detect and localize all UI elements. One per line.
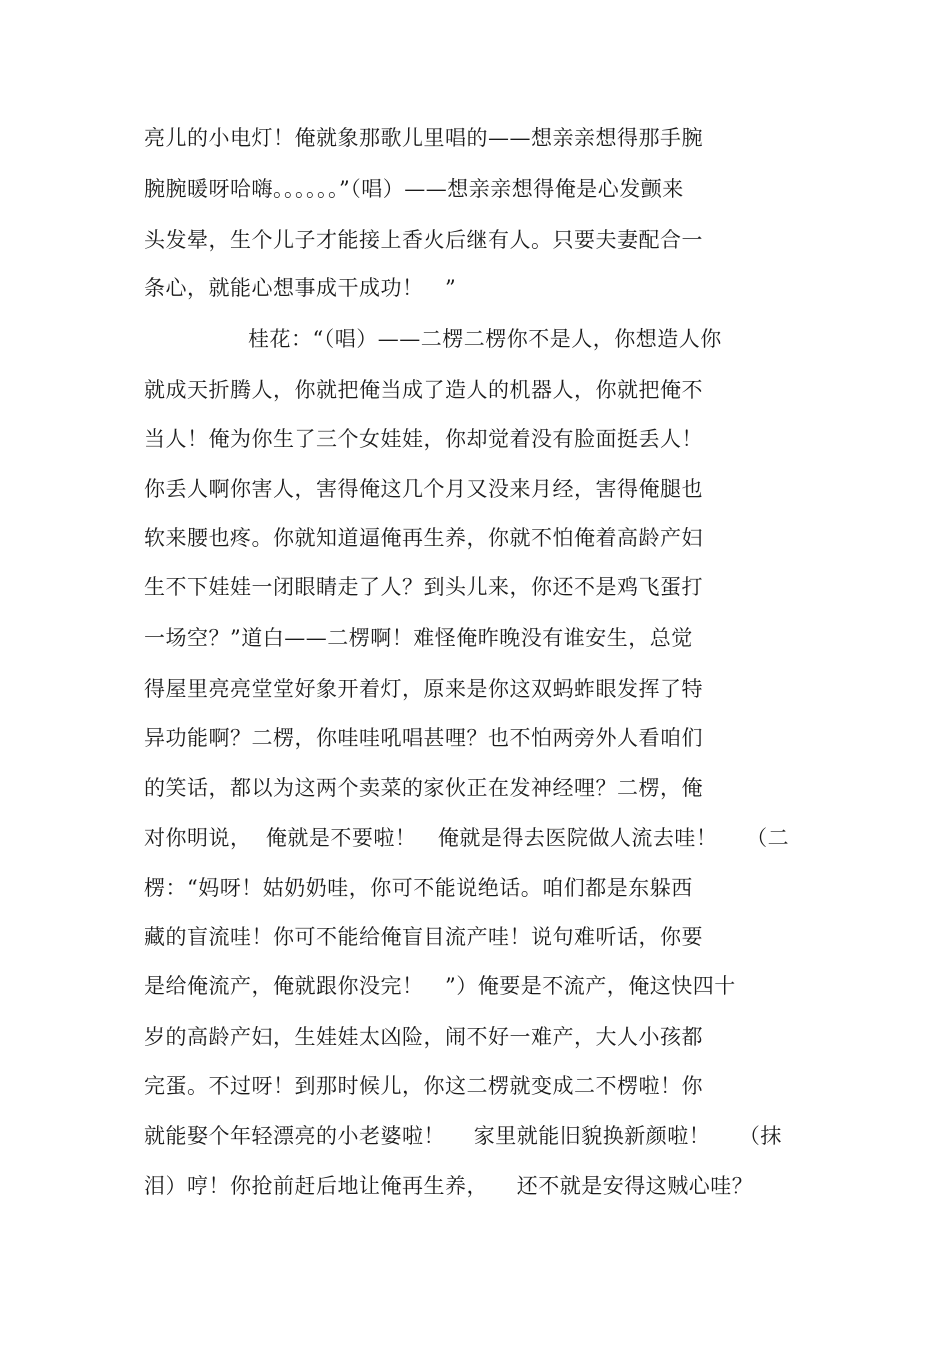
- text-line: 就能娶个年轻漂亮的小老婆啦！ 家里就能旧貌换新颜啦！ （抹: [144, 1124, 782, 1148]
- text-line: 软来腰也疼。你就知道逼俺再生养，你就不怕俺着高龄产妇: [144, 526, 703, 550]
- text-line: 楞：“妈呀！姑奶奶哇，你可不能说绝话。咱们都是东躲西: [144, 876, 693, 900]
- text-line: 头发晕，生个儿子才能接上香火后继有人。只要夫妻配合一: [144, 228, 703, 252]
- text-line: 的笑话，都以为这两个卖菜的家伙正在发神经哩？二楞，俺: [144, 776, 703, 800]
- text-line: 你丢人啊你害人，害得俺这几个月又没来月经，害得俺腿也: [144, 477, 703, 501]
- text-line: 岁的高龄产妇，生娃娃太凶险，闹不好一难产，大人小孩都: [144, 1025, 703, 1049]
- text-line: 是给俺流产，俺就跟你没完！ ”）俺要是不流产，俺这快四十: [144, 974, 736, 998]
- text-line: 泪）哼！你抢前赶后地让俺再生养， 还不就是安得这贼心哇？: [144, 1174, 754, 1198]
- text-line: 就成天折腾人，你就把俺当成了造人的机器人，你就把俺不: [144, 378, 703, 402]
- text-line: 当人！俺为你生了三个女娃娃，你却觉着没有脸面挺丢人！: [144, 427, 703, 451]
- text-line: 对你明说， 俺就是不要啦！ 俺就是得去医院做人流去哇！ （二: [144, 826, 790, 850]
- text-line: 亮儿的小电灯！俺就象那歌儿里唱的——想亲亲想得那手腕: [144, 126, 703, 150]
- text-line: 生不下娃娃一闭眼睛走了人？到头儿来，你还不是鸡飞蛋打: [144, 575, 703, 599]
- text-line: 异功能啊？二楞，你哇哇吼唱甚哩？也不怕两旁外人看咱们: [144, 726, 703, 750]
- text-line: 腕腕暖呀哈嗨。。。。。。”（唱）——想亲亲想得俺是心发颤来: [144, 177, 684, 201]
- text-line: 完蛋。不过呀！到那时候儿，你这二楞就变成二不楞啦！你: [144, 1074, 703, 1098]
- text-line: 条心，就能心想事成干成功！ ”: [144, 276, 457, 300]
- text-line: 藏的盲流哇！你可不能给俺盲目流产哇！说句难听话，你要: [144, 925, 703, 949]
- paragraph-first-line: 桂花：“（唱）——二楞二楞你不是人，你想造人你: [248, 327, 722, 351]
- text-line: 得屋里亮亮堂堂好象开着灯，原来是你这双蚂蚱眼发挥了特: [144, 677, 703, 701]
- text-line: 一场空？”道白——二楞啊！难怪俺昨晚没有谁安生，总觉: [144, 626, 693, 650]
